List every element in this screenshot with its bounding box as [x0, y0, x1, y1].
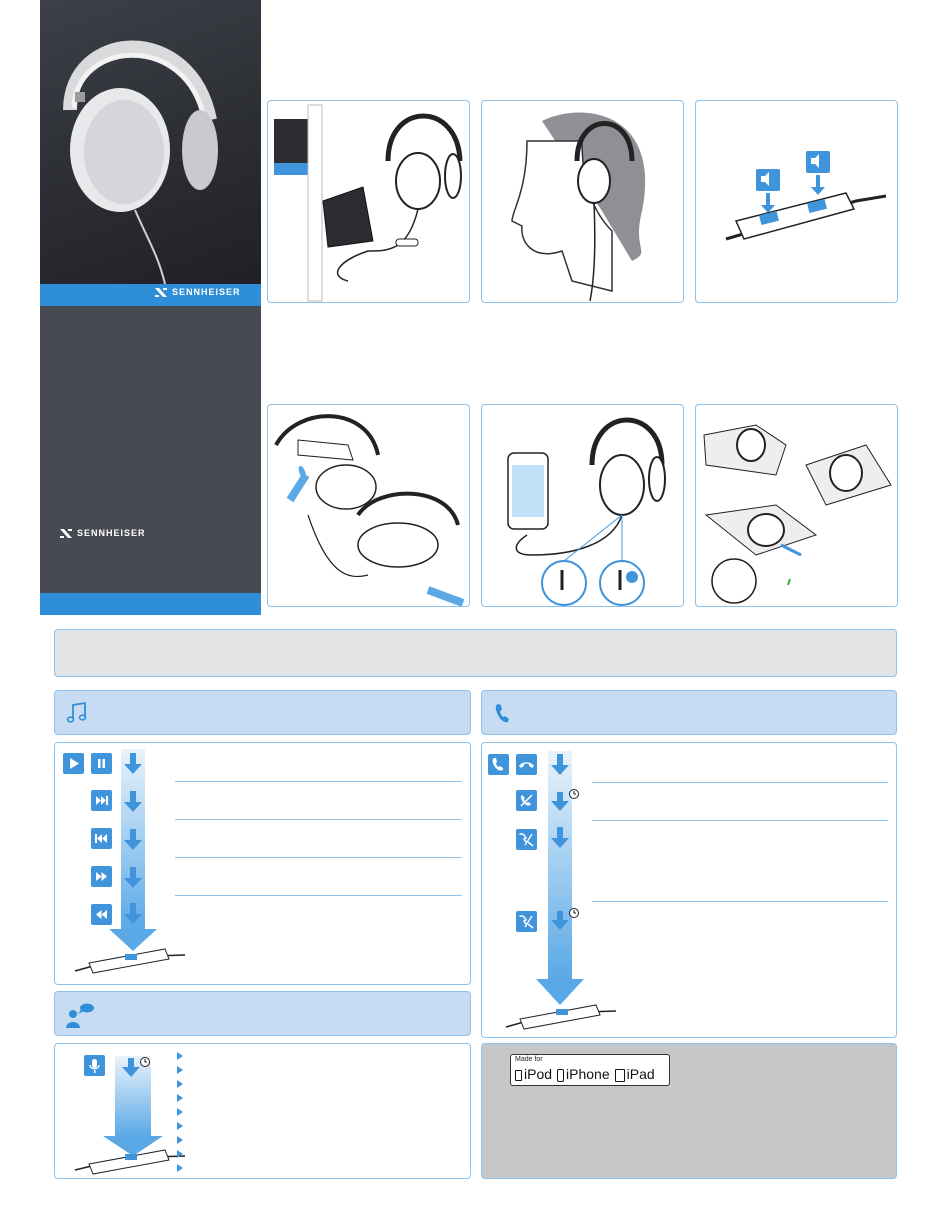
press-arrow-icon	[123, 867, 143, 889]
illustration-folding-headphones	[267, 404, 470, 607]
end-call-icon	[516, 754, 537, 775]
music-note-icon	[65, 701, 89, 725]
previous-track-icon	[91, 828, 112, 849]
call-controls-panel	[481, 742, 897, 1038]
answer-call-icon	[488, 754, 509, 775]
device-list	[515, 1066, 660, 1082]
illustration-package-contents	[267, 100, 470, 303]
illustration-connecting-smartphone	[481, 404, 684, 607]
hold-call-icon	[516, 911, 537, 932]
divider	[175, 895, 462, 896]
divider	[592, 820, 888, 821]
sennheiser-logo-icon	[60, 529, 72, 538]
music-section-header	[54, 690, 471, 735]
press-arrow-icon	[550, 827, 570, 849]
press-arrow-icon	[550, 754, 570, 776]
brand-logo-top	[155, 287, 241, 297]
press-hold-arrow-icon	[121, 1056, 151, 1080]
divider	[175, 819, 462, 820]
device-iphone: iPhone	[566, 1066, 610, 1082]
made-for-label: Made for	[515, 1056, 543, 1063]
press-arrow-icon	[123, 753, 143, 775]
cover-panel	[40, 0, 261, 284]
fast-forward-icon	[91, 866, 112, 887]
press-arrow-icon	[123, 829, 143, 851]
music-press-arrow	[55, 743, 471, 985]
device-ipod: iPod	[524, 1066, 553, 1082]
ipad-icon	[615, 1069, 625, 1082]
reject-call-icon	[516, 790, 537, 811]
bullet-markers	[177, 1052, 187, 1176]
divider	[175, 781, 462, 782]
divider	[175, 857, 462, 858]
divider	[592, 901, 888, 902]
bottom-accent-band	[40, 593, 261, 615]
title-panel	[40, 306, 261, 593]
call-press-arrow	[482, 743, 897, 1038]
next-track-icon	[91, 790, 112, 811]
voice-press-arrow	[55, 1044, 471, 1179]
brand-logo-mid	[60, 528, 146, 538]
microphone-icon	[84, 1055, 105, 1076]
iphone-icon	[557, 1069, 564, 1082]
made-for-badge	[510, 1054, 670, 1086]
ipod-icon	[515, 1070, 522, 1081]
voice-controls-panel	[54, 1043, 471, 1179]
music-controls-panel	[54, 742, 471, 985]
info-banner	[54, 629, 897, 677]
press-arrow-icon	[123, 791, 143, 813]
call-section-header	[481, 690, 897, 735]
divider	[592, 782, 888, 783]
brand-name: SENNHEISER	[172, 287, 241, 297]
play-icon	[63, 753, 84, 774]
switch-call-icon	[516, 829, 537, 850]
voice-assistant-icon	[65, 1002, 95, 1028]
illustration-volume-control	[695, 100, 898, 303]
voice-section-header	[54, 991, 471, 1036]
illustration-wearing-headphones	[481, 100, 684, 303]
pause-icon	[91, 753, 112, 774]
illustration-replacing-ear-pads	[695, 404, 898, 607]
device-ipad: iPad	[626, 1066, 655, 1082]
press-hold-arrow-icon	[550, 788, 580, 814]
press-hold-arrow-icon	[550, 907, 580, 933]
headphones-cover-image	[40, 0, 261, 284]
compatibility-panel	[481, 1043, 897, 1179]
phone-icon	[492, 701, 516, 725]
rewind-icon	[91, 904, 112, 925]
brand-name: SENNHEISER	[77, 528, 146, 538]
sennheiser-logo-icon	[155, 288, 167, 297]
press-arrow-icon	[123, 903, 143, 925]
